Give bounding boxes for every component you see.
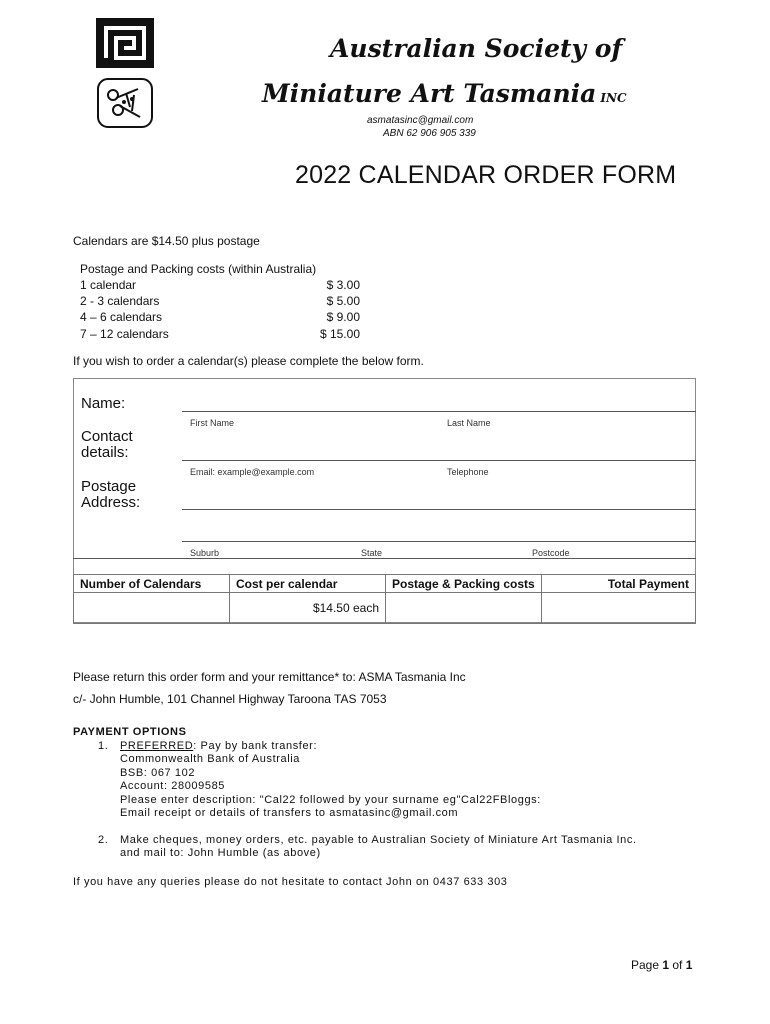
- page-of: of: [669, 958, 686, 972]
- email-hint: Email: example@example.com: [190, 467, 315, 477]
- suburb-hint: Suburb: [190, 548, 220, 558]
- org-name-line1: Australian Society of: [330, 34, 623, 63]
- postage-row-cost: $ 15.00: [319, 327, 360, 341]
- first-name-hint: First Name: [190, 418, 235, 428]
- page-current: 1: [662, 958, 670, 972]
- address-field-line-2[interactable]: [182, 541, 696, 542]
- postcode-hint: Postcode: [532, 548, 570, 558]
- postage-row-cost: $ 3.00: [326, 278, 360, 292]
- queries-line: If you have any queries please do not hesitate to contact John on 0437 633 303: [73, 876, 508, 888]
- contact-field-line[interactable]: [182, 460, 696, 461]
- scissors-logo: [96, 77, 154, 129]
- org-abn: ABN 62 906 905 339: [383, 128, 476, 139]
- greek-key-logo: [96, 18, 154, 68]
- org-name-main: Miniature Art Tasmania: [262, 79, 597, 108]
- contact-label-2: details:: [81, 444, 129, 461]
- page-prefix: Page: [631, 958, 663, 972]
- option1-rest: : Pay by bank transfer:: [193, 740, 318, 752]
- table-header: Total Payment: [542, 575, 696, 593]
- page-number: [631, 958, 692, 972]
- option2-line1: Make cheques, money orders, etc. payable to Australian Society of Miniature Art Tasmania Inc.: [120, 834, 637, 846]
- name-label: Name:: [81, 395, 126, 412]
- state-hint: State: [361, 548, 383, 558]
- address-field-line-1[interactable]: [182, 509, 696, 510]
- table-header: Cost per calendar: [230, 575, 386, 593]
- option2-line2: and mail to: John Humble (as above): [120, 847, 321, 859]
- table-header: Number of Calendars: [74, 575, 230, 593]
- total-payment-cell[interactable]: [542, 593, 696, 624]
- postage-row-label: 4 – 6 calendars: [80, 310, 163, 324]
- postage-row-label: 1 calendar: [80, 278, 137, 292]
- option1-title: [120, 740, 317, 752]
- org-name-line2: [262, 79, 627, 108]
- postage-row-label: 2 - 3 calendars: [80, 294, 160, 308]
- return-line1: Please return this order form and your remittance* to: ASMA Tasmania Inc: [73, 670, 466, 684]
- postage-row-cost: $ 5.00: [326, 294, 360, 308]
- postage-heading: Postage and Packing costs (within Australia): [80, 262, 317, 276]
- payment-heading: PAYMENT OPTIONS: [73, 726, 187, 738]
- org-email: asmatasinc@gmail.com: [367, 115, 474, 126]
- bsb: BSB: 067 102: [120, 767, 196, 779]
- last-name-hint: Last Name: [447, 418, 491, 428]
- description-instruction: Please enter description: "Cal22 followed by your surname eg"Cal22FBloggs:: [120, 794, 541, 806]
- bank-name: Commonwealth Bank of Australia: [120, 753, 301, 765]
- postage-row-label: 7 – 12 calendars: [80, 327, 169, 341]
- order-table: [73, 574, 696, 624]
- postage-address-label: Postage: [81, 478, 137, 495]
- name-field-line[interactable]: [182, 411, 696, 412]
- price-intro: Calendars are $14.50 plus postage: [73, 234, 260, 248]
- option-number: 1.: [98, 740, 109, 752]
- preferred-label: PREFERRED: [120, 740, 194, 752]
- telephone-hint: Telephone: [447, 467, 489, 477]
- account: Account: 28009585: [120, 780, 225, 792]
- postage-cost-cell[interactable]: [386, 593, 542, 624]
- option-number: 2.: [98, 834, 109, 846]
- postage-row-cost: $ 9.00: [326, 310, 360, 324]
- receipt-instruction: Email receipt or details of transfers to asmatasinc@gmail.com: [120, 807, 459, 819]
- table-header: Postage & Packing costs: [386, 575, 542, 593]
- page-total: 1: [685, 958, 693, 972]
- form-instruction: If you wish to order a calendar(s) please complete the below form.: [73, 354, 424, 368]
- contact-label: Contact: [81, 428, 133, 445]
- cost-per-calendar-cell: $14.50 each: [230, 593, 386, 624]
- return-line2: c/- John Humble, 101 Channel Highway Taroona TAS 7053: [73, 692, 387, 706]
- form-divider: [73, 558, 696, 559]
- number-of-calendars-cell[interactable]: [74, 593, 230, 624]
- page-title: 2022 CALENDAR ORDER FORM: [295, 161, 677, 189]
- org-suffix: INC: [600, 91, 627, 105]
- postage-address-label-2: Address:: [81, 494, 141, 511]
